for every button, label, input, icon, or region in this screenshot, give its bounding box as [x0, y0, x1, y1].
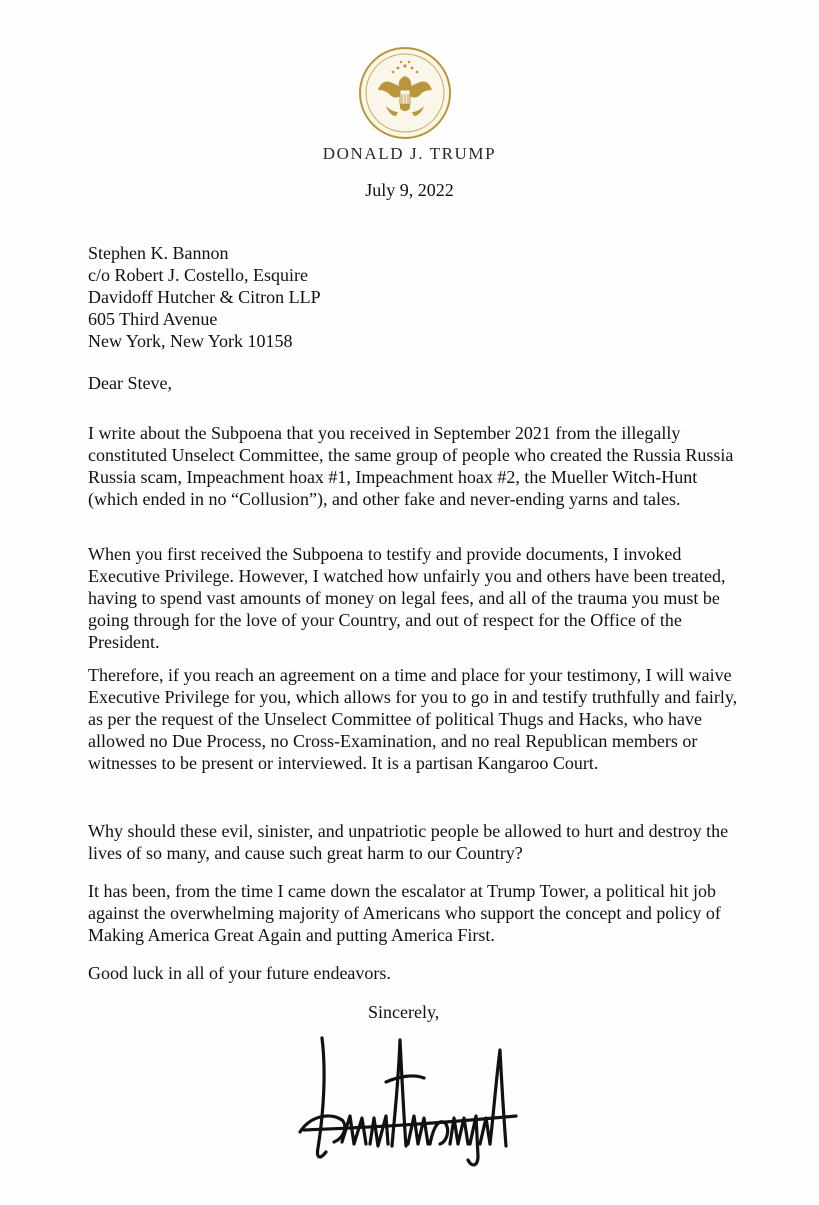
presidential-seal-icon: [358, 46, 452, 140]
address-line: Davidoff Hutcher & Citron LLP: [88, 287, 321, 307]
paragraph-good-luck: Good luck in all of your future endeavors.: [88, 963, 391, 983]
paragraph-question: Why should these evil, sinister, and unpatriotic people be allowed to hurt and destroy the lives of so many, and cause such great harm to our Country?: [88, 821, 729, 863]
letterhead-name: DONALD J. TRUMP: [322, 144, 497, 163]
paragraph-waiver: Therefore, if you reach an agreement on a time and place for your testimony, I will waive Executive Privilege for you, which allows for you to go in and testify truthfully and fairly, as per the request of the Unselect Committee of political Thugs and Hacks, who have allowed no Due Process, no Cross-Examination, and no real Republican members or witnesses to be present or interviewed. It is a partisan Kangaroo Court.: [88, 665, 738, 773]
paragraph-subpoena: I write about the Subpoena that you received in September 2021 from the illegally constituted Unselect Committee, the same group of people who created the Russia Russia Russia scam, Impeachment hoax #1, Impeachment hoax #2, the Mueller Witch-Hunt (which ended in no “Collusion”), and other fake and never-ending yarns and tales.: [88, 423, 734, 509]
paragraph-political: It has been, from the time I came down the escalator at Trump Tower, a political hit job against the overwhelming majority of Americans who support the concept and policy of Making America Great Again and putting America First.: [88, 881, 721, 945]
address-line: 605 Third Avenue: [88, 309, 218, 329]
address-line: c/o Robert J. Costello, Esquire: [88, 265, 308, 285]
closing: Sincerely,: [368, 1002, 440, 1022]
paragraph-privilege: When you first received the Subpoena to testify and provide documents, I invoked Executive Privilege. However, I watched how unfairly you and others have been treated, having to spend vast amounts of money on legal fees, and all of the trauma you must be going through for the love of your Country, and out of respect for the Office of the President.: [88, 544, 726, 652]
recipient-address: [88, 242, 748, 352]
address-line: New York, New York 10158: [88, 331, 293, 351]
letter-date: July 9, 2022: [365, 180, 454, 200]
handwritten-signature: [290, 1020, 530, 1170]
address-line: Stephen K. Bannon: [88, 243, 229, 263]
salutation: Dear Steve,: [88, 373, 172, 393]
